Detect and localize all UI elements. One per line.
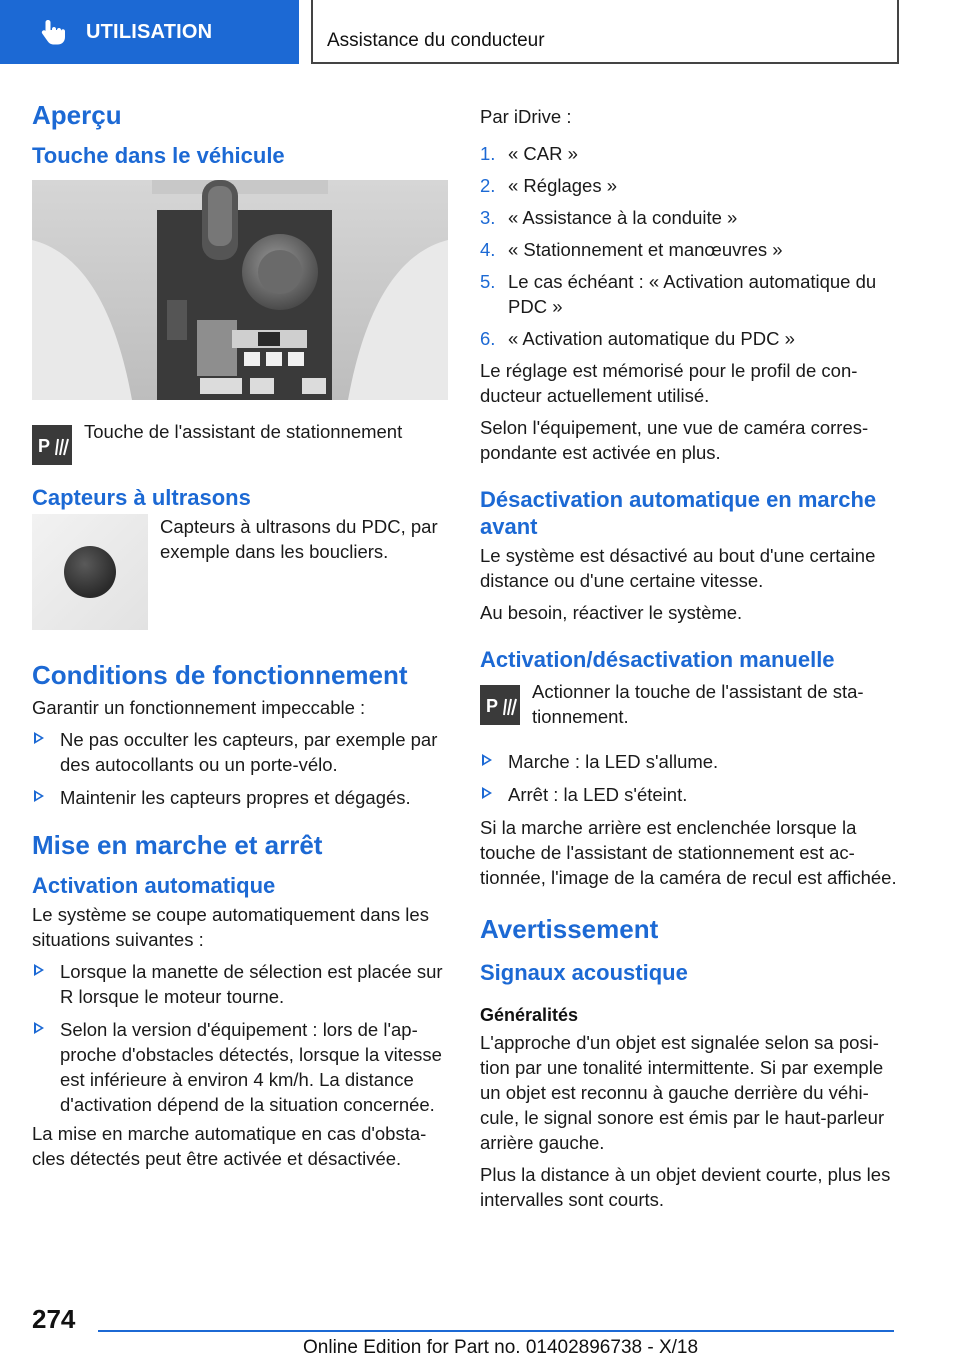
capteurs-text: Capteurs à ultrasons du PDC, par exemple dans les boucliers. [160,515,438,562]
activation-intro: Le système se coupe automatiquement dans les situations suivantes : [32,904,429,951]
heading-capteurs: Capteurs à ultrasons [32,485,251,511]
chapter-label: Assistance du conducteur [327,30,545,51]
triangle-bullet-icon [482,754,492,766]
conditions-list [32,727,450,810]
hand-pointer-icon [38,17,68,47]
heading-activation-auto: Activation automatique [32,873,276,899]
svg-text:P: P [38,436,51,457]
section-tab [0,0,299,64]
ultrasonic-sensor-photo [32,514,148,630]
reactiver-text: Au besoin, réactiver le système. [480,601,743,623]
list-item: 6. « Activation automatique du PDC » [480,328,795,349]
edition-text: Online Edition for Part no. 01402896738 - X/18 [303,1337,699,1358]
triangle-bullet-icon [34,1022,44,1034]
heading-avertissement: Avertissement [480,914,659,945]
touche-caption: Touche de l'assistant de stationnement [84,421,403,443]
heading-mise-en-marche: Mise en marche et arrêt [32,830,323,861]
sensor-row [32,514,450,630]
list-item: Ne pas occulter les capteurs, par exemple par des autocollants ou un porte-vélo. [32,727,450,777]
manuelle-caption: Actionner la touche de l'assistant de stationnement. [532,681,864,728]
idrive-steps [480,141,900,351]
activation-outro: La mise en marche automatique en cas d'obstacles détectés peut être activée et désactivée. [32,1123,427,1170]
list-item: 5. Le cas échéant : « Activation automatique du PDC » [480,271,877,317]
svg-text:P: P [486,696,499,717]
park-assist-button-icon [480,685,520,725]
generalites-text: L'approche d'un objet est signalée selon sa position par une tonalité intermittente. Si par exemple un objet est reconnu à gauche derrière du véhicule, le signal sonore est émis par le haut-parleur arrière gauche. [480,1031,885,1153]
triangle-bullet-icon [34,964,44,976]
heading-manuelle: Activation/désactivation manuelle [480,646,835,672]
park-assist-button-icon [32,425,72,465]
list-item: 1. « CAR » [480,143,578,164]
list-item: Selon la version d'équipement : lors de l'approche d'obstacles détectés, lorsque la vitesse est inférieure à environ 4 km/h. La distance d'activation dépend de la situation concernée. [32,1017,450,1117]
activation-list [32,959,450,1117]
heading-touche-vehicule: Touche dans le véhicule [32,143,285,169]
idrive-intro: Par iDrive : [480,106,572,127]
recul-text: Si la marche arrière est enclenchée lorsque la touche de l'assistant de stationnement est actionnée, l'image de la caméra de recul est affichée. [480,817,897,889]
triangle-bullet-icon [482,787,492,799]
list-item: 3. « Assistance à la conduite » [480,207,738,228]
distance-text: Plus la distance à un objet devient courte, plus les intervalles sont courts. [480,1163,891,1210]
footer-divider [98,1330,894,1332]
sensor-dot [64,546,116,598]
camera-text: Selon l'équipement, une vue de caméra correspondante est activée en plus. [480,417,869,463]
page-header [0,0,960,66]
list-item: Maintenir les capteurs propres et dégagés. [32,785,450,810]
left-column [32,100,450,1178]
right-column [480,104,900,1219]
list-item: 4. « Stationnement et manœuvres » [480,239,783,260]
manuelle-list [480,749,900,807]
section-label: UTILISATION [86,20,213,43]
desactivation-text: Le système est désactivé au bout d'une certaine distance ou d'une certaine vitesse. [480,544,876,591]
reglage-text: Le réglage est mémorisé pour le profil de conducteur actuellement utilisé. [480,360,858,406]
heading-conditions: Conditions de fonctionnement [32,659,408,690]
heading-desactivation: Désactivation automatique en marche avant [480,487,877,539]
page-number: 274 [32,1304,76,1334]
center-console-photo [32,180,448,400]
manuelle-caption-row [480,679,900,729]
list-item: Lorsque la manette de sélection est placée sur R lorsque le moteur tourne. [32,959,450,1009]
list-item: Marche : la LED s'allume. [480,749,900,774]
list-item: 2. « Réglages » [480,175,618,196]
heading-apercu: Aperçu [32,100,122,130]
heading-generalites: Généralités [480,1004,579,1025]
triangle-bullet-icon [34,790,44,802]
triangle-bullet-icon [34,732,44,744]
conditions-intro: Garantir un fonctionnement impeccable : [32,697,366,719]
chapter-tab [311,0,899,64]
heading-signaux: Signaux acoustique [480,959,688,985]
touche-caption-row [32,419,450,465]
list-item: Arrêt : la LED s'éteint. [480,782,900,807]
